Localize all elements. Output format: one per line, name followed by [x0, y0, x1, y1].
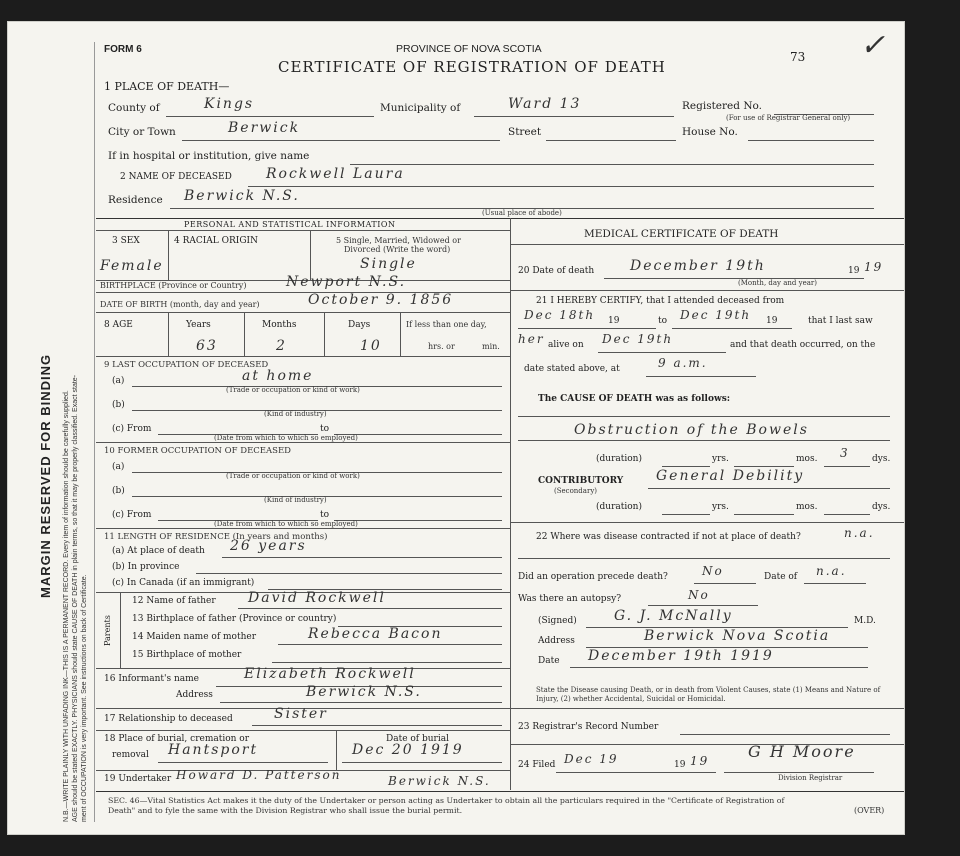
certificate-title: CERTIFICATE OF REGISTRATION OF DEATH — [278, 58, 666, 76]
last-occupation-value: at home — [242, 368, 314, 384]
margin-rule — [94, 42, 95, 822]
operation-value: No — [702, 564, 724, 578]
undertaker-label: 19 Undertaker — [104, 774, 172, 784]
burial-label-1: 18 Place of burial, cremation or — [104, 734, 250, 744]
former-occ-date-note: (Date from which to which so employed) — [214, 520, 358, 528]
margin-note-3: ment of OCCUPATION is very important. See instructions on back of Certificate. — [81, 574, 88, 822]
months-label: Months — [262, 320, 297, 330]
pronoun-value: her — [518, 332, 545, 346]
city-label: City or Town — [108, 126, 176, 138]
md-label: M.D. — [854, 616, 876, 626]
municipality-value: Ward 13 — [508, 96, 582, 112]
former-occ-from-label: (c) From — [112, 510, 152, 520]
check-mark: ✓ — [860, 28, 886, 63]
residence-value: Berwick N.S. — [184, 188, 300, 204]
contrib-duration-label: (duration) — [596, 502, 642, 512]
former-occ-a-label: (a) — [112, 462, 125, 472]
last-occ-b-label: (b) — [112, 400, 125, 410]
relationship-label: 17 Relationship to deceased — [104, 714, 233, 724]
cause-mos-value: 3 — [840, 446, 850, 460]
filed-year: 19 — [690, 754, 710, 768]
place-heading: 1 PLACE OF DEATH— — [104, 80, 230, 93]
sex-value: Female — [100, 258, 164, 274]
informant-address-value: Berwick N.S. — [306, 684, 422, 700]
sec46-line-1: SEC. 46—Vital Statistics Act makes it the duty of the Undertaker or person acting as Undertaker to obtain all the particulars required in the "Certificate of Registration of — [108, 796, 785, 805]
medical-heading: MEDICAL CERTIFICATE OF DEATH — [584, 228, 779, 240]
county-value: Kings — [204, 96, 255, 112]
date-of-death-year-prefix: 19 — [848, 266, 860, 276]
cause-mos-label: mos. — [796, 454, 818, 464]
cause-duration-label: (duration) — [596, 454, 642, 464]
last-occ-trade-note: (Trade or occupation or kind of work) — [226, 386, 360, 394]
in-canada-label: (c) In Canada (if an immigrant) — [112, 578, 255, 588]
date-of-death-value: December 19th — [630, 258, 766, 274]
registered-label: Registered No. — [682, 100, 762, 112]
last-occ-from-label: (c) From — [112, 424, 152, 434]
sec46-line-2: Death" and to fyle the same with the Division Registrar who shall issue the burial permit. — [108, 806, 463, 815]
autopsy-value: No — [688, 588, 710, 602]
marital-value: Single — [360, 256, 417, 272]
days-label: Days — [348, 320, 371, 330]
form-number: FORM 6 — [104, 44, 142, 55]
death-occurred-label: and that death occurred, on the — [730, 340, 876, 350]
dob-label: DATE OF BIRTH (month, day and year) — [100, 300, 260, 309]
informant-label: 16 Informant's name — [104, 674, 200, 684]
former-occupation-label: 10 FORMER OCCUPATION OF DECEASED — [104, 446, 291, 456]
age-label: 8 AGE — [104, 320, 133, 330]
former-occ-to-label: to — [320, 510, 330, 520]
contracted-label: 22 Where was disease contracted if not at place of death? — [536, 532, 801, 542]
registered-note: (For use of Registrar General only) — [726, 114, 851, 122]
signed-value: G. J. McNally — [614, 608, 733, 624]
record-number-label: 23 Registrar's Record Number — [518, 722, 659, 732]
last-occ-to-label: to — [320, 424, 330, 434]
secondary-note: (Secondary) — [554, 487, 597, 495]
contrib-mos-label: mos. — [796, 502, 818, 512]
filed-label: 24 Filed — [518, 760, 556, 770]
disease-note-1: State the Disease causing Death, or in death from Violent Causes, state (1) Means and Nature of — [536, 686, 881, 694]
margin-title: MARGIN RESERVED FOR BINDING — [38, 353, 53, 598]
margin-note-1: N.B.—WRITE PLAINLY WITH UNFADING INK—THIS IS A PERMANENT RECORD. Every item of information should be carefully supplied. — [63, 390, 70, 822]
in-province-label: (b) In province — [112, 562, 180, 572]
father-birthplace-label: 13 Birthplace of father (Province or country) — [132, 614, 337, 624]
sign-date-value: December 19th 1919 — [588, 648, 774, 664]
date-of-death-year: 19 — [864, 260, 884, 274]
residence-length-label: 11 LENGTH OF RESIDENCE (In years and months) — [104, 532, 328, 542]
attended-to-year: 19 — [766, 316, 778, 326]
relationship-value: Sister — [274, 706, 328, 722]
attended-to-label: to — [658, 316, 668, 326]
hrs-label: hrs. or — [428, 342, 455, 351]
physician-address-value: Berwick Nova Scotia — [644, 628, 831, 644]
contrib-dys-label: dys. — [872, 502, 891, 512]
cause-dys-label: dys. — [872, 454, 891, 464]
former-occ-industry-note: (Kind of industry) — [264, 496, 327, 504]
dob-value: October 9. 1856 — [308, 292, 454, 308]
county-label: County of — [108, 102, 160, 114]
operation-label: Did an operation precede death? — [518, 572, 668, 582]
op-date-label: Date of — [764, 572, 798, 582]
undertaker-address-value: Berwick N.S. — [388, 774, 491, 788]
marital-label-2: Divorced (Write the word) — [344, 245, 451, 254]
last-occ-date-note: (Date from which to which so employed) — [214, 434, 358, 442]
attended-from-value: Dec 18th — [524, 308, 596, 322]
former-occ-b-label: (b) — [112, 486, 125, 496]
physician-address-label: Address — [538, 636, 575, 646]
last-occupation-label: 9 LAST OCCUPATION OF DECEASED — [104, 360, 269, 370]
informant-value: Elizabeth Rockwell — [244, 666, 416, 682]
filed-value: Dec 19 — [564, 752, 619, 766]
parents-label: Parents — [103, 615, 112, 646]
page-number: 73 — [790, 50, 806, 64]
mother-birthplace-label: 15 Birthplace of mother — [132, 650, 242, 660]
burial-date-value: Dec 20 1919 — [352, 742, 464, 758]
undertaker-value: Howard D. Patterson — [176, 768, 342, 782]
over-label: (OVER) — [854, 806, 885, 815]
attended-to-value: Dec 19th — [680, 308, 752, 322]
registrar-signature: G H Moore — [748, 742, 856, 761]
residence-label: Residence — [108, 194, 163, 206]
age-months-value: 2 — [276, 338, 287, 354]
sign-date-label: Date — [538, 656, 560, 666]
father-value: David Rockwell — [248, 590, 386, 606]
informant-address-label: Address — [176, 690, 213, 700]
signed-label: (Signed) — [538, 616, 577, 626]
attended-from-year: 19 — [608, 316, 620, 326]
column-divider — [510, 218, 511, 790]
cause-label: The CAUSE OF DEATH was as follows: — [538, 394, 731, 404]
certify-label: 21 I HEREBY CERTIFY, that I attended deceased from — [536, 296, 785, 306]
registrar-label: Division Registrar — [778, 774, 843, 782]
city-value: Berwick — [228, 120, 301, 136]
father-label: 12 Name of father — [132, 596, 216, 606]
last-saw-label: that I last saw — [808, 316, 873, 326]
mother-value: Rebecca Bacon — [308, 626, 443, 642]
street-label: Street — [508, 126, 542, 138]
name-label: 2 NAME OF DECEASED — [120, 172, 232, 182]
alive-on-label: alive on — [548, 340, 584, 350]
age-years-value: 63 — [196, 338, 218, 354]
personal-heading: PERSONAL AND STATISTICAL INFORMATION — [184, 220, 396, 229]
municipality-label: Municipality of — [380, 102, 461, 114]
hospital-label: If in hospital or institution, give name — [108, 150, 310, 162]
province-label: PROVINCE OF NOVA SCOTIA — [396, 43, 542, 55]
autopsy-label: Was there an autopsy? — [518, 594, 622, 604]
time-of-death-value: 9 a.m. — [658, 356, 708, 370]
contributory-label: CONTRIBUTORY — [538, 476, 624, 486]
marital-label-1: 5 Single, Married, Widowed or — [336, 236, 461, 245]
abode-note: (Usual place of abode) — [482, 209, 562, 217]
last-occ-a-label: (a) — [112, 376, 125, 386]
house-label: House No. — [682, 126, 738, 138]
date-of-death-label: 20 Date of death — [518, 266, 595, 276]
last-occ-industry-note: (Kind of industry) — [264, 410, 327, 418]
disease-note-2: Injury, (2) whether Accidental, Suicidal or Homicidal. — [536, 695, 726, 703]
at-place-label: (a) At place of death — [112, 546, 205, 556]
min-label: min. — [482, 342, 500, 351]
mother-label: 14 Maiden name of mother — [132, 632, 257, 642]
burial-place-value: Hantsport — [168, 742, 259, 758]
birthplace-value: Newport N.S. — [286, 274, 407, 290]
alive-on-value: Dec 19th — [602, 332, 674, 346]
name-value: Rockwell Laura — [266, 166, 405, 182]
cause-value: Obstruction of the Bowels — [574, 422, 809, 438]
date-stated-label: date stated above, at — [524, 364, 620, 374]
op-date-value: n.a. — [816, 564, 847, 578]
margin-note-2: AGE should be stated EXACTLY. PHYSICIANS should state CAUSE OF DEATH in plain terms, so that it may be properly classified. Exact state- — [72, 374, 79, 822]
cause-yrs-label: yrs. — [712, 454, 729, 464]
birthplace-label: BIRTHPLACE (Province or Country) — [100, 281, 247, 290]
date-of-death-note: (Month, day and year) — [738, 279, 817, 287]
contracted-value: n.a. — [844, 526, 875, 540]
burial-label-2: removal — [112, 750, 149, 760]
age-days-value: 10 — [360, 338, 382, 354]
burial-date-label: Date of burial — [386, 734, 449, 744]
less-than-day-label: If less than one day, — [406, 320, 487, 329]
sex-label: 3 SEX — [112, 236, 140, 246]
certificate-paper — [8, 22, 904, 834]
years-label: Years — [186, 320, 211, 330]
former-occ-trade-note: (Trade or occupation or kind of work) — [226, 472, 360, 480]
filed-year-prefix: 19 — [674, 760, 686, 770]
at-place-value: 26 years — [230, 538, 307, 554]
contributory-value: General Debility — [656, 468, 805, 484]
race-label: 4 RACIAL ORIGIN — [174, 236, 258, 246]
contrib-yrs-label: yrs. — [712, 502, 729, 512]
